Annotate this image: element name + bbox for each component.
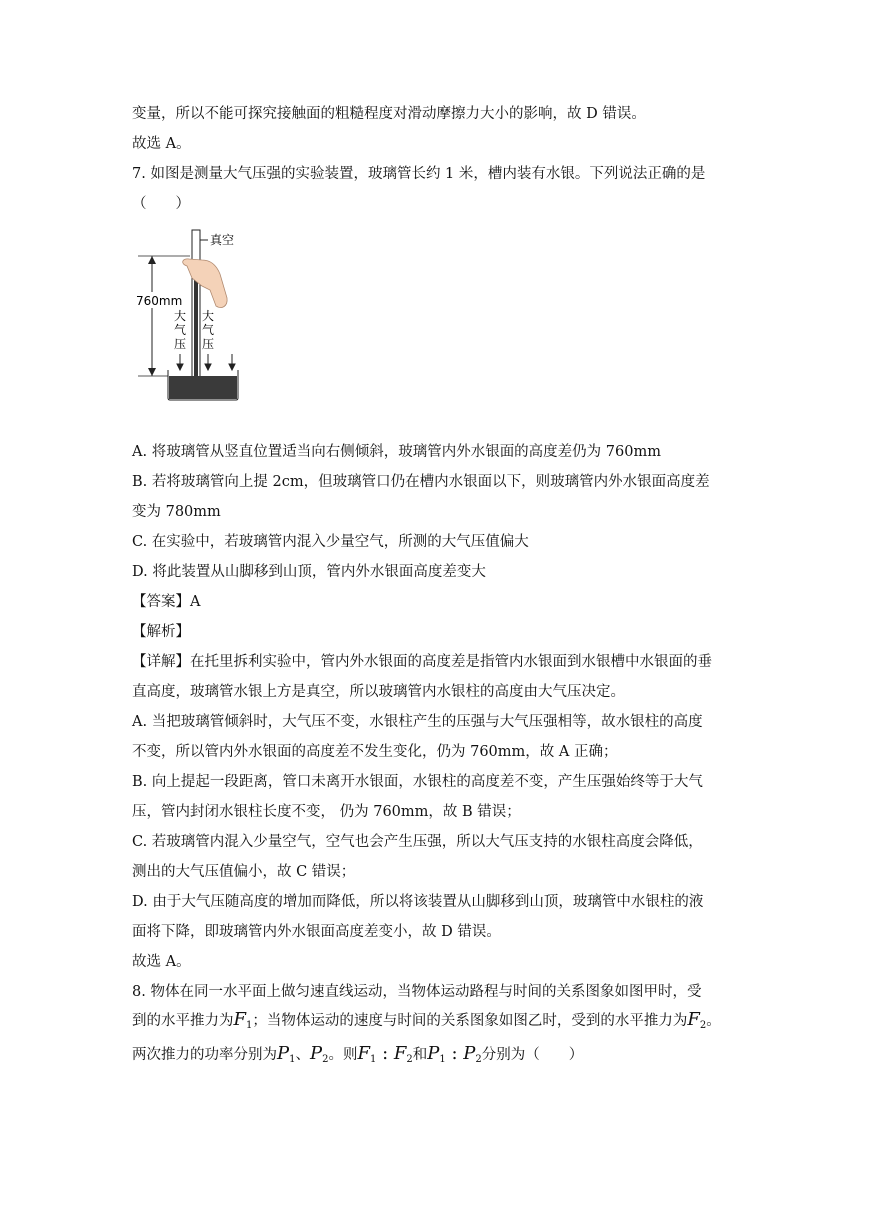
text-span: 。: [706, 1013, 721, 1029]
answer: 【答案】A: [132, 594, 201, 610]
option-a: A. 将玻璃管从竖直位置适当向右侧倾斜，玻璃管内外水银面的高度差仍为 760mm: [132, 444, 661, 460]
option-b: B. 若将玻璃管向上提 2cm，但玻璃管口仍在槽内水银面以下，则玻璃管内外水银面高度差: [132, 474, 710, 490]
math-f1: $F_1$: [233, 1009, 253, 1031]
atm-left-3: 压: [174, 337, 187, 351]
math-p1: $P_1$: [277, 1043, 296, 1065]
question-7-bracket: （ ）: [132, 196, 190, 212]
question-8-line3: [132, 1044, 583, 1070]
math-p-ratio: $P_1$ : $P_2$: [427, 1043, 482, 1065]
height-label: 760mm: [136, 294, 183, 308]
text-line: 故选 A。: [132, 136, 191, 152]
math-p2: $P_2$: [310, 1043, 329, 1065]
atm-left-2: 气: [174, 323, 187, 337]
explanation-b: B. 向上提起一段距离，管口未离开水银面，水银柱的高度差不变，产生压强始终等于大气: [132, 774, 703, 790]
explanation-c: C. 若玻璃管内混入少量空气，空气也会产生压强，所以大气压支持的水银柱高度会降低，: [132, 834, 703, 850]
barometer-figure: [132, 228, 252, 403]
math-f2: $F_2$: [687, 1009, 707, 1031]
atm-right-1: 大: [202, 309, 215, 323]
mercury-trough: [169, 376, 237, 399]
explanation-d-cont: 面将下降，即玻璃管内外水银面高度差变小，故 D 错误。: [132, 924, 501, 940]
explanation-d: D. 由于大气压随高度的增加而降低，所以将该装置从山脚移到山顶，玻璃管中水银柱的液: [132, 894, 704, 910]
text-line: 变量，所以不能可探究接触面的粗糙程度对滑动摩擦力大小的影响，故 D 错误。: [132, 106, 646, 122]
text-line: 故选 A。: [132, 954, 191, 970]
text-span: 。则: [328, 1047, 358, 1063]
analysis-heading: 【解析】: [132, 624, 190, 640]
text-span: 两次推力的功率分别为: [132, 1047, 277, 1063]
text-span: 到的水平推力为: [132, 1013, 234, 1029]
text-span: 、: [295, 1047, 310, 1063]
text-span: 分别为（ ）: [481, 1047, 584, 1063]
atm-left-1: 大: [174, 309, 187, 323]
explanation-b-cont: 压，管内封闭水银柱长度不变， 仍为 760mm，故 B 错误；: [132, 804, 521, 820]
explanation-c-cont: 测出的大气压值偏小，故 C 错误；: [132, 864, 356, 880]
explanation-a: A. 当把玻璃管倾斜时，大气压不变，水银柱产生的压强与大气压强相等，故水银柱的高度: [132, 714, 703, 730]
text-span: ；当物体运动的速度与时间的关系图象如图乙时，受到的水平推力为: [252, 1013, 688, 1029]
atm-right-2: 气: [202, 323, 215, 337]
question-8: 8. 物体在同一水平面上做匀速直线运动，当物体运动路程与时间的关系图象如图甲时，受: [132, 984, 702, 1000]
option-d: D. 将此装置从山脚移到山顶，管内外水银面高度差变大: [132, 564, 486, 580]
question-8-line2: [132, 1010, 721, 1036]
question-7: 7. 如图是测量大气压强的实验装置，玻璃管长约 1 米，槽内装有水银。下列说法正确的是: [132, 166, 706, 182]
option-c: C. 在实验中，若玻璃管内混入少量空气，所测的大气压值偏大: [132, 534, 529, 550]
atm-right-3: 压: [202, 337, 215, 351]
option-b-cont: 变为 780mm: [132, 504, 221, 520]
hand-icon: [183, 259, 227, 308]
explanation-a-cont: 不变，所以管内外水银面的高度差不发生变化，仍为 760mm，故 A 正确；: [132, 744, 618, 760]
math-f-ratio: $F_1$ : $F_2$: [357, 1043, 413, 1065]
vacuum-label: 真空: [210, 233, 235, 247]
text-span: 和: [412, 1047, 428, 1063]
detail-line: 直高度，玻璃管水银上方是真空，所以玻璃管内水银柱的高度由大气压决定。: [132, 684, 625, 700]
detail-line: 【详解】在托里拆利实验中，管内外水银面的高度差是指管内水银面到水银槽中水银面的垂: [132, 654, 712, 670]
